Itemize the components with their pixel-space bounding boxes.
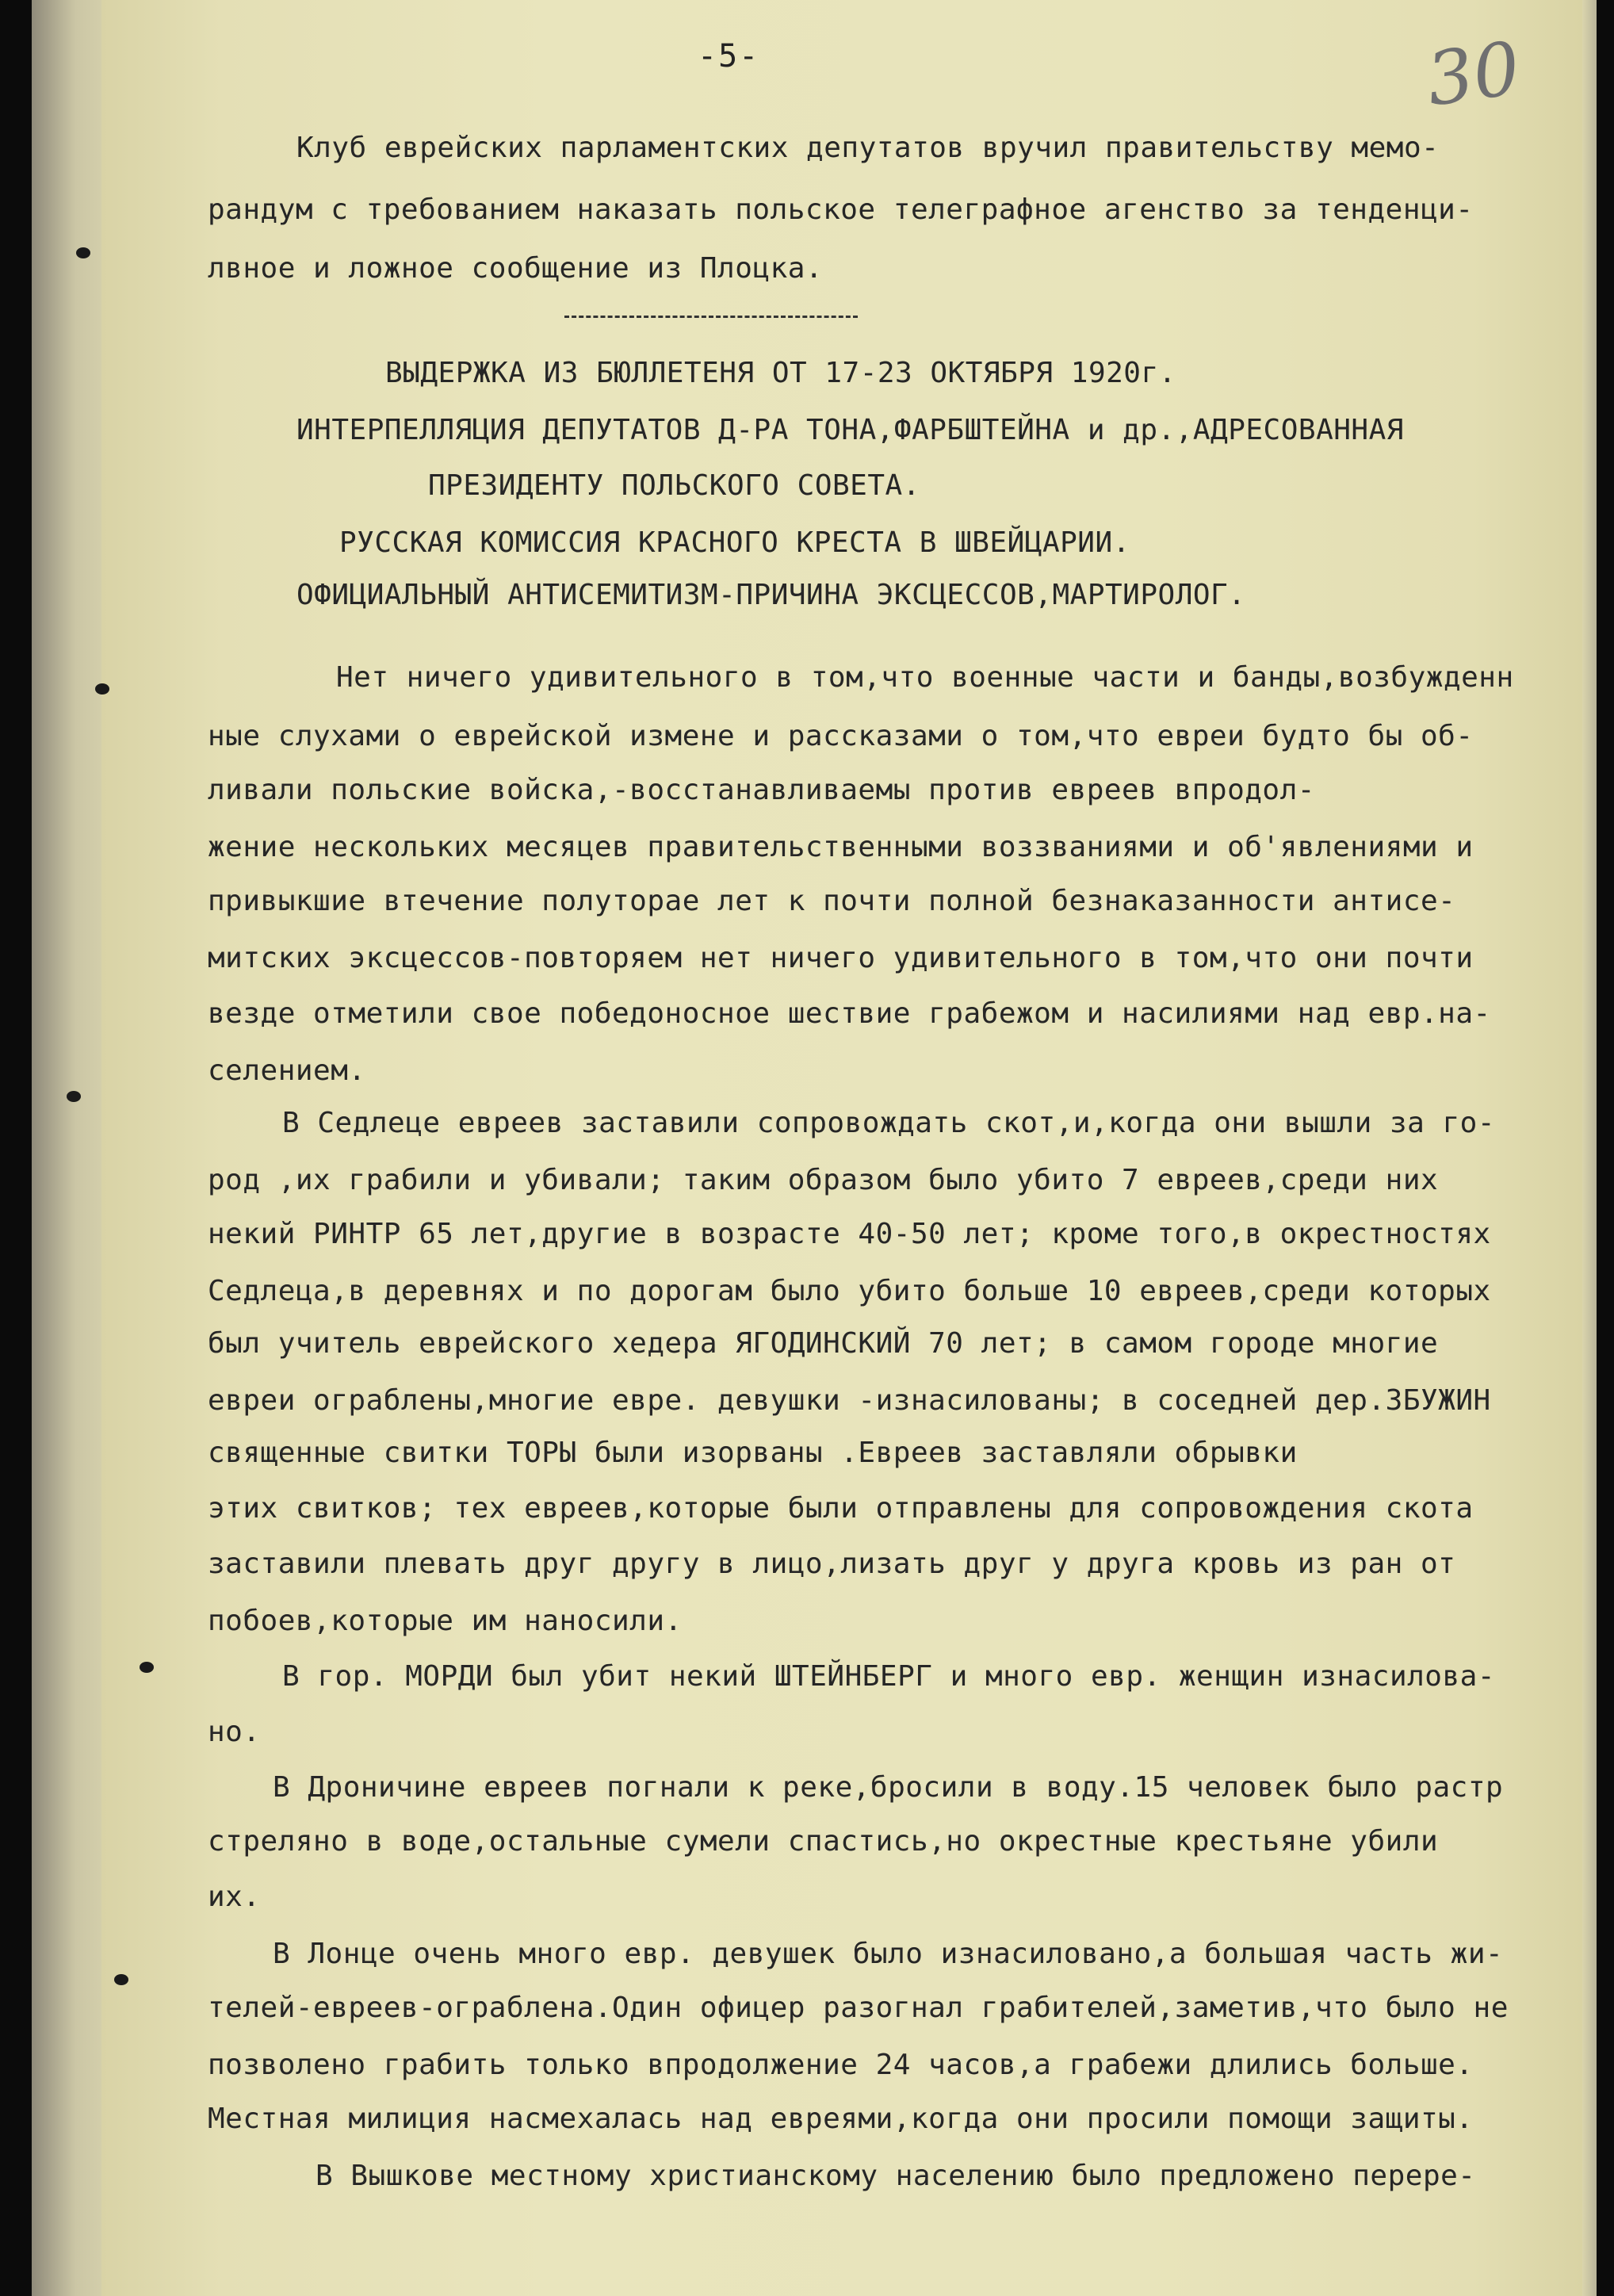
body-line: евреи ограблены,многие евре. девушки -изнасилованы; в соседней дер.ЗБУЖИН <box>208 1384 1491 1417</box>
archive-folio-number: 30 <box>1421 25 1525 123</box>
separator-line <box>564 316 858 318</box>
body-line: род ,их грабили и убивали; таким образом было убито 7 евреев,среди них <box>208 1164 1439 1196</box>
heading-line: РУССКАЯ КОМИССИЯ КРАСНОГО КРЕСТА В ШВЕЙЦАРИИ. <box>339 526 1130 559</box>
body-line: стреляно в воде,остальные сумели спастись,но окрестные крестьяне убили <box>208 1825 1439 1858</box>
heading-line: ОФИЦИАЛЬНЫЙ АНТИСЕМИТИЗМ-ПРИЧИНА ЭКСЦЕССОВ,МАРТИРОЛОГ. <box>296 579 1246 611</box>
body-line: Местная милиция насмехалась над евреями,когда они просили помощи защиты. <box>208 2103 1474 2135</box>
body-line: митских эксцессов-повторяем нет ничего удивительного в том,что они почти <box>208 942 1474 974</box>
punch-hole <box>140 1662 154 1673</box>
body-line: В гор. МОРДИ был убит некий ШТЕЙНБЕРГ и много евр. женщин изнасилова- <box>282 1660 1495 1693</box>
paragraph-line: Клуб еврейских парламентских депутатов вручил правительству мемо- <box>296 132 1440 164</box>
body-line: привыкшие втечение полуторае лет к почти полной безнаказанности антисе- <box>208 885 1456 917</box>
body-line: позволено грабить только впродолжение 24 часов,а грабежи длились больше. <box>208 2049 1474 2081</box>
body-line: В Дроничине евреев погнали к реке,бросили в воду.15 человек было растр <box>273 1771 1504 1804</box>
body-line: их. <box>208 1881 261 1913</box>
heading-line: ПРЕЗИДЕНТУ ПОЛЬСКОГО СОВЕТА. <box>428 469 920 502</box>
body-line: но. <box>208 1716 261 1748</box>
body-line: В Лонце очень много евр. девушек было изнасиловано,а большая часть жи- <box>273 1938 1504 1970</box>
body-line: В Седлеце евреев заставили сопровождать скот,и,когда они вышли за го- <box>282 1107 1495 1139</box>
body-line: В Вышкове местному христианскому населению было предложено перере- <box>316 2160 1476 2192</box>
paragraph-line: лвное и ложное сообщение из Плоцка. <box>208 252 824 285</box>
punch-hole <box>114 1974 128 1985</box>
body-line: священные свитки ТОРЫ были изорваны .Евреев заставляли обрывки <box>208 1437 1298 1469</box>
body-line: Седлеца,в деревнях и по дорогам было убито больше 10 евреев,среди которых <box>208 1275 1491 1307</box>
body-line: Нет ничего удивительного в том,что военные части и банды,возбужденн <box>336 661 1514 694</box>
page-left-edge <box>32 0 105 2296</box>
punch-hole <box>67 1091 81 1102</box>
heading-line: ИНТЕРПЕЛЛЯЦИЯ ДЕПУТАТОВ Д-РА ТОНА,ФАРБШТЕЙНА и др.,АДРЕСОВАННАЯ <box>296 414 1404 446</box>
body-line: был учитель еврейского хедера ЯГОДИНСКИЙ 70 лет; в самом городе многие <box>208 1327 1439 1360</box>
body-line: ные слухами о еврейской измене и рассказами о том,что евреи будто бы об- <box>208 720 1474 752</box>
body-line: этих свитков; тех евреев,которые были отправлены для сопровождения скота <box>208 1492 1474 1525</box>
body-line: везде отметили свое победоносное шествие грабежом и насилиями над евр.на- <box>208 997 1491 1030</box>
paragraph-line: рандум с требованием наказать польское телеграфное агенство за тенденци- <box>208 193 1474 226</box>
body-line: ливали польские войска,-восстанавливаемы против евреев впродол- <box>208 774 1315 806</box>
page-number: -5- <box>698 38 760 75</box>
body-line: заставили плевать друг другу в лицо,лизать друг у друга кровь из ран от <box>208 1548 1456 1580</box>
heading-line: ВЫДЕРЖКА ИЗ БЮЛЛЕТЕНЯ ОТ 17-23 ОКТЯБРЯ 1920г. <box>385 357 1176 389</box>
punch-hole <box>76 247 90 258</box>
body-line: селением. <box>208 1054 366 1087</box>
punch-hole <box>95 683 109 695</box>
body-line: побоев,которые им наносили. <box>208 1605 683 1637</box>
body-line: некий РИНТР 65 лет,другие в возрасте 40-50 лет; кроме того,в окрестностях <box>208 1218 1491 1250</box>
body-line: телей-евреев-ограблена.Один офицер разогнал грабителей,заметив,что было не <box>208 1992 1509 2024</box>
page-right-edge <box>1582 0 1597 2296</box>
body-line: жение нескольких месяцев правительственными воззваниями и об'явлениями и <box>208 831 1474 863</box>
